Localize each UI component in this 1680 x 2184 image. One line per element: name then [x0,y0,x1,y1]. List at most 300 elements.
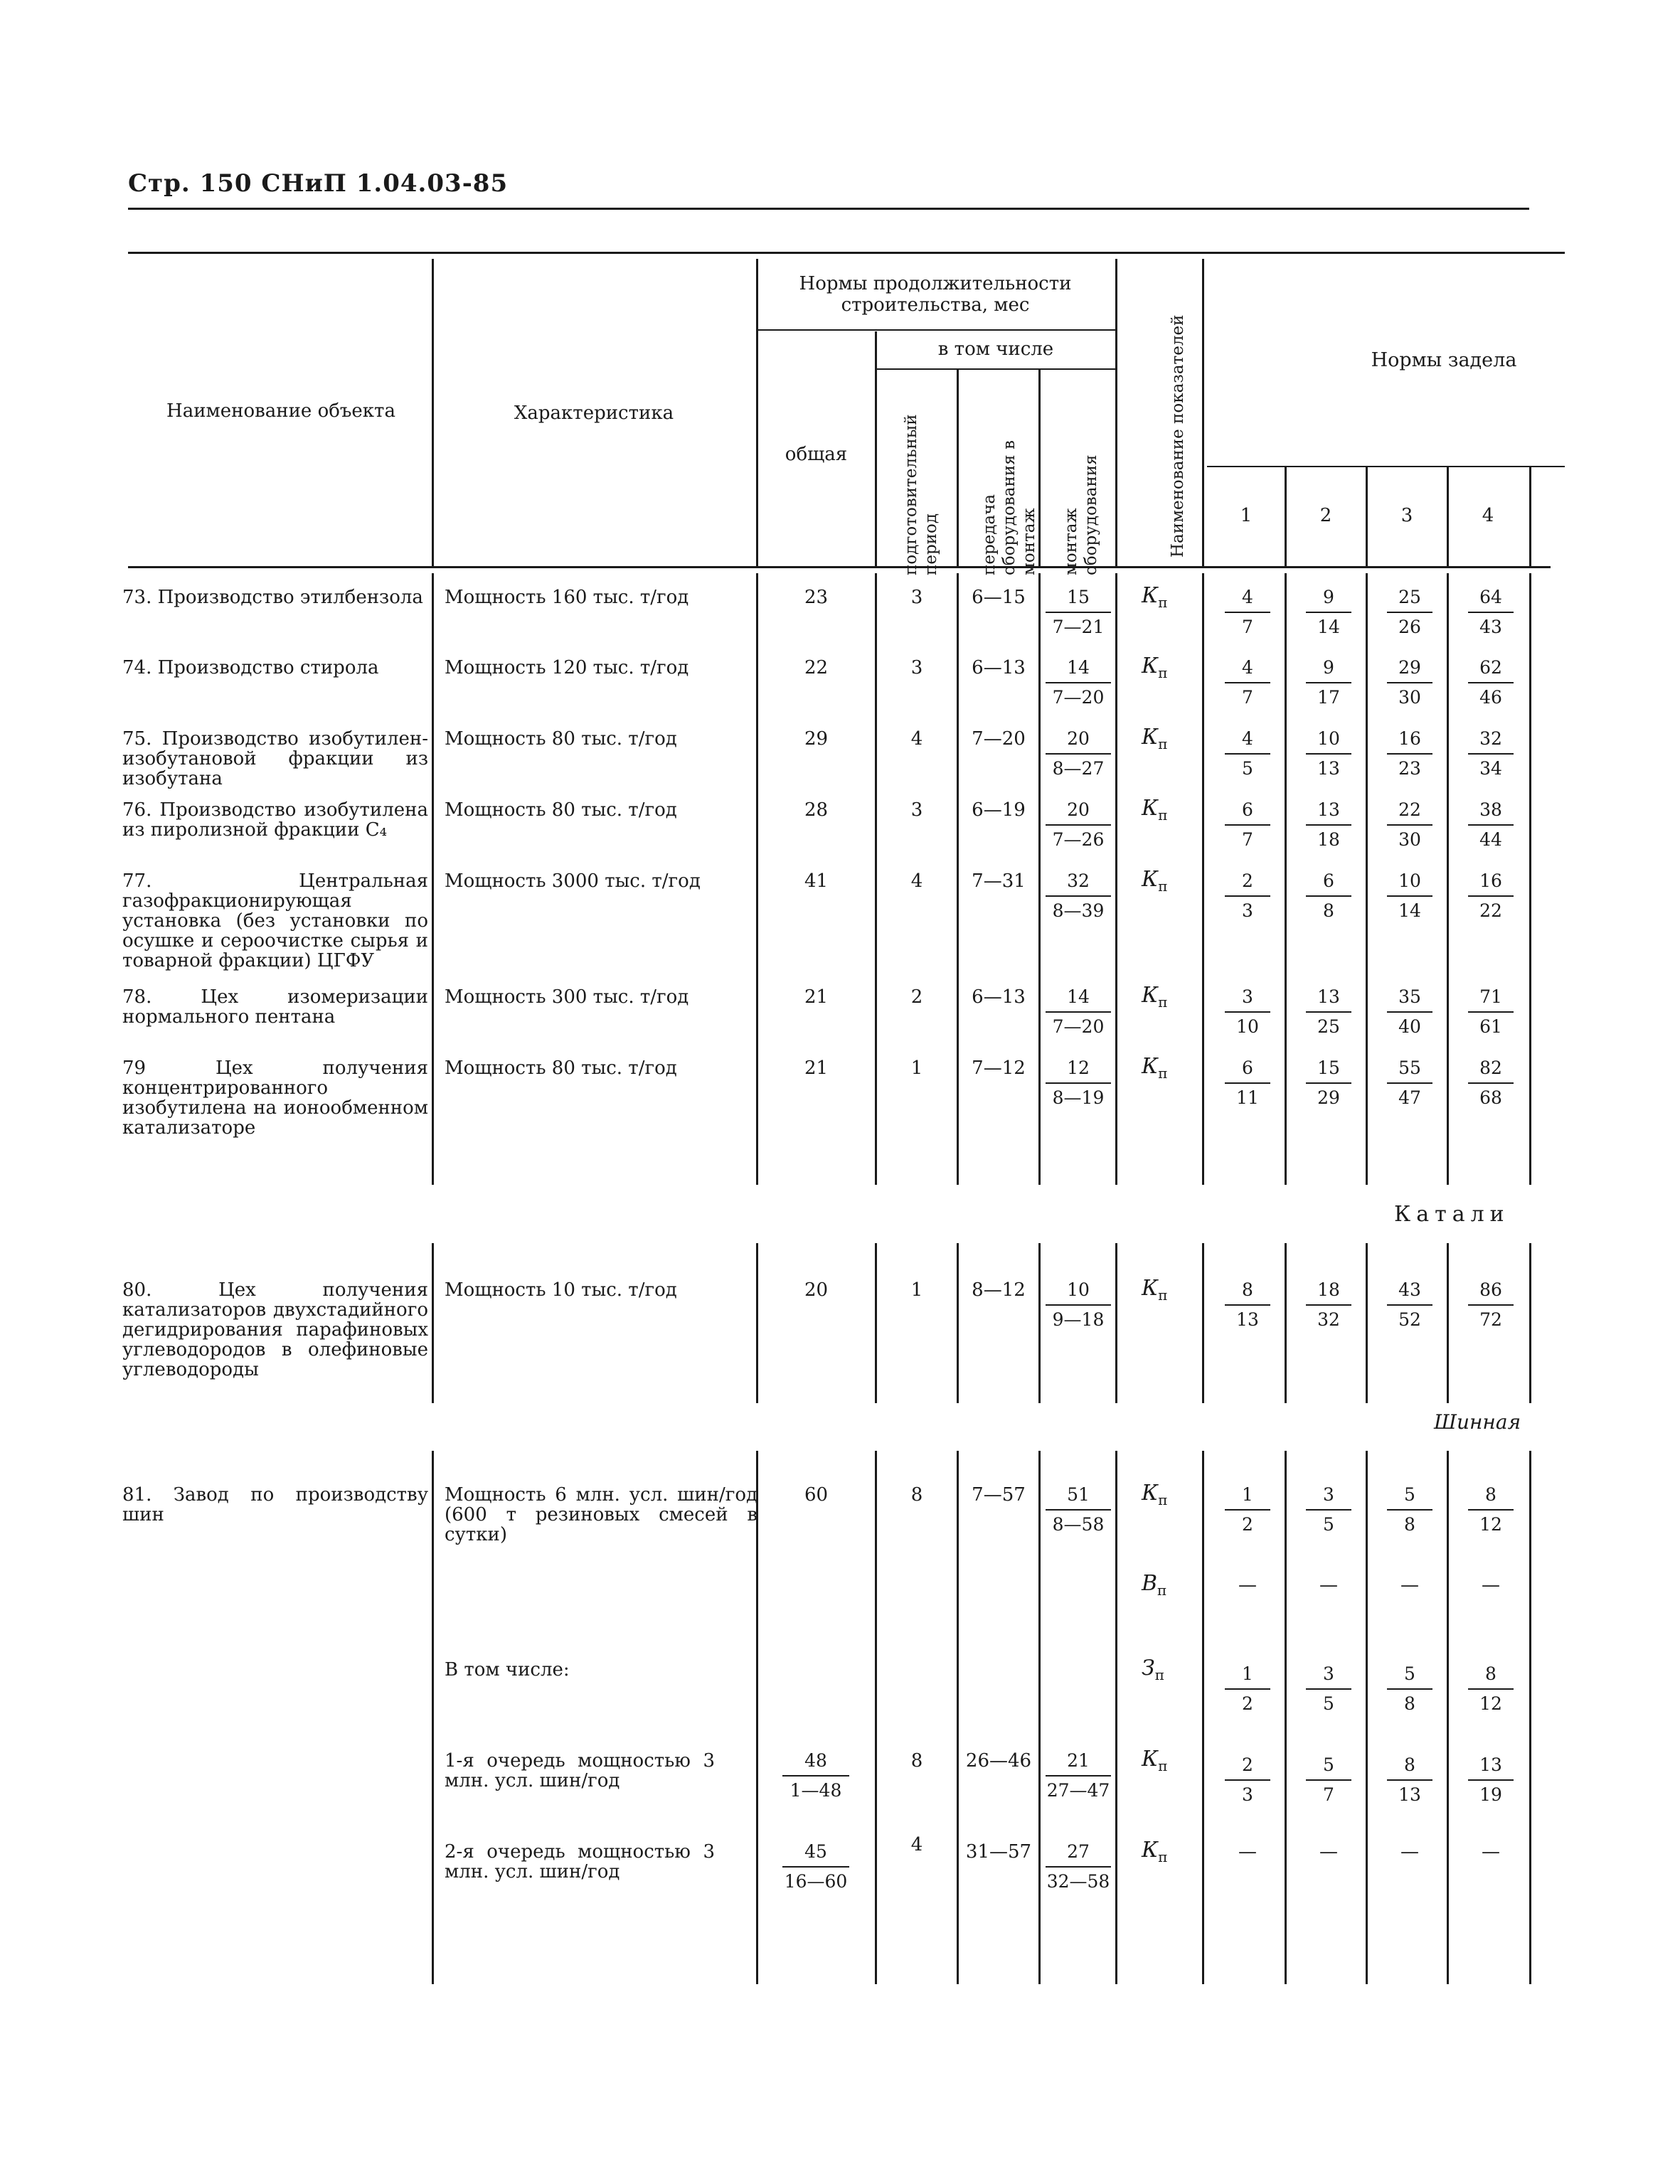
duration-prep: 1 [910,1279,923,1301]
backlog-4-numerator: 32 [1468,729,1514,755]
backlog-1-stage1-numerator: 2 [1225,1755,1270,1781]
duration-install-stage1 [1046,1751,1111,1801]
including-subrule [875,368,1115,370]
backlog-1 [1225,1058,1270,1108]
backlog-4 [1468,800,1514,850]
duration-install-stage2-denominator: 32—58 [1046,1871,1110,1892]
col-sep [1115,1243,1117,1403]
col-sep [1447,1451,1449,1984]
header-rule [128,208,1529,210]
duration-install-numerator: 14 [1046,658,1111,683]
backlog-2 [1306,1485,1351,1535]
indicator-kp [1142,1481,1168,1508]
col-sep [1285,1243,1287,1403]
duration-install-stage1-denominator: 27—47 [1046,1780,1110,1801]
backlog-3-denominator: 30 [1398,687,1421,708]
backlog-4-numerator: 62 [1468,658,1514,683]
duration-total: 28 [804,799,829,821]
backlog-3 [1387,871,1432,921]
col-sep [957,1243,959,1403]
backlog-2-denominator: 17 [1317,687,1340,708]
duration-install-numerator: 51 [1046,1485,1111,1511]
backlog-3-numerator: 16 [1387,729,1432,755]
backlog-2-stage1-numerator: 5 [1306,1755,1351,1781]
duration-install [1046,987,1111,1037]
indicator-stage2-letter: К [1142,1838,1159,1863]
characteristic: Мощность 3000 тыс. т/год [445,870,701,892]
indicator-subscript: п [1158,994,1168,1011]
backlog-1 [1225,587,1270,637]
duration-install-denominator: 8—58 [1052,1514,1105,1535]
backlog-4-numerator: 8 [1468,1664,1514,1690]
backlog-1-stage2-dash: — [1238,1841,1257,1863]
col-sep [1366,467,1368,566]
backlog-3-denominator: 8 [1404,1693,1415,1714]
including-label: В том числе: [445,1659,570,1680]
col-sep [1447,467,1449,566]
col-sep [1529,1451,1531,1984]
backlog-3-numerator: 55 [1387,1058,1432,1084]
col-sep [1202,1243,1204,1403]
backlog-3-numerator: 29 [1387,658,1432,683]
backlog-2-numerator: 9 [1306,658,1351,683]
backlog-3-numerator: 5 [1387,1664,1432,1690]
page-header: Стр. 150 СНиП 1.04.03-85 [128,169,509,198]
backlog-2 [1306,658,1351,708]
indicator-subscript: п [1158,1065,1168,1082]
indicator-zp-subscript: п [1154,1666,1165,1683]
backlog-2-denominator: 18 [1317,829,1340,850]
backlog-4-stage1-denominator: 19 [1479,1784,1502,1805]
indicator-zp [1142,1656,1164,1683]
header-including: в том числе [937,339,1054,360]
header-col-1: 1 [1240,505,1253,526]
indicator-letter: К [1142,725,1159,750]
col-sep [432,1243,434,1403]
duration-transfer: 6—13 [972,657,1026,678]
backlog-1-denominator: 7 [1242,687,1253,708]
object-name: 73. Производство этилбензола [122,587,423,608]
header-indicator-name: Наименование показателей [1169,314,1187,558]
duration-install-stage1-numerator: 21 [1046,1751,1111,1777]
duration-total-stage2-numerator: 45 [782,1842,849,1868]
duration-prep-stage1: 8 [910,1750,923,1772]
backlog-2-numerator: 13 [1306,987,1351,1013]
backlog-4-numerator: 82 [1468,1058,1514,1084]
duration-prep: 8 [910,1484,923,1506]
indicator [1142,1054,1168,1082]
backlog-1-denominator: 2 [1242,1514,1253,1535]
duration-total-stage1 [782,1751,849,1801]
duration-prep: 2 [910,986,923,1008]
indicator-zp-letter: З [1142,1656,1155,1680]
backlog-3 [1387,729,1432,779]
duration-transfer-stage1: 26—46 [965,1750,1032,1772]
backlog-2-numerator: 6 [1306,871,1351,897]
col-sep [1366,1451,1368,1984]
indicator-letter: К [1142,983,1159,1008]
indicator-stage2-subscript: п [1158,1848,1168,1865]
backlog-4 [1468,1280,1514,1330]
backlog-4-denominator: 68 [1479,1087,1502,1108]
col-sep [1038,1451,1041,1984]
backlog-2-denominator: 8 [1323,900,1334,921]
header-prep-period: подготовительный период [902,414,940,575]
header-col-2: 2 [1319,505,1332,526]
backlog-4-numerator: 64 [1468,587,1514,613]
backlog-4-stage1 [1468,1755,1514,1805]
backlog-2-numerator: 3 [1306,1664,1351,1690]
duration-total: 41 [804,870,829,892]
header-col-4: 4 [1482,505,1494,526]
backlog-4 [1468,729,1514,779]
backlog-2-denominator: 13 [1317,758,1340,779]
object-name: 76. Производство изобутилена из пиролизной фракции С₄ [122,799,428,841]
col-sep [1115,259,1117,566]
header-col-3: 3 [1400,505,1413,526]
duration-transfer: 6—19 [972,799,1026,821]
backlog-1-numerator: 6 [1225,800,1270,826]
backlog-1-numerator: 1 [1225,1664,1270,1690]
backlog-1 [1225,1485,1270,1535]
backlog-3-denominator: 40 [1398,1016,1421,1037]
backlog-1 [1225,1664,1270,1714]
duration-total: 60 [804,1484,829,1506]
col-sep [756,259,758,566]
col-sep [1202,573,1204,1185]
backlog-4-denominator: 22 [1479,900,1502,921]
col-sep [1115,573,1117,1185]
col-sep [1447,573,1449,1185]
indicator-stage2 [1142,1838,1168,1865]
backlog-4-denominator: 61 [1479,1016,1502,1037]
backlog-3-dash: — [1400,1575,1419,1596]
backlog-1 [1225,987,1270,1037]
col-sep [1447,1243,1449,1403]
duration-total: 21 [804,1058,829,1079]
backlog-1-denominator: 7 [1242,829,1253,850]
backlog-3 [1387,1664,1432,1714]
duration-transfer: 7—57 [972,1484,1026,1506]
backlog-2 [1306,1280,1351,1330]
duration-install-denominator: 7—20 [1052,687,1105,708]
col-sep [432,1451,434,1984]
col-sep [875,1243,877,1403]
backlog-2 [1306,800,1351,850]
indicator [1142,725,1168,752]
backlog-4-numerator: 86 [1468,1280,1514,1306]
indicator [1142,983,1168,1011]
backlog-4-numerator: 8 [1468,1485,1514,1511]
characteristic: Мощность 80 тыс. т/год [445,728,677,750]
duration-prep: 3 [910,799,923,821]
duration-install [1046,1280,1111,1330]
duration-total-stage1-numerator: 48 [782,1751,849,1777]
backlog-3 [1387,987,1432,1037]
duration-install-numerator: 20 [1046,729,1111,755]
backlog-3 [1387,658,1432,708]
col-sep [756,573,758,1185]
characteristic: Мощность 80 тыс. т/год [445,1058,677,1079]
backlog-2-numerator: 10 [1306,729,1351,755]
backlog-1 [1225,800,1270,850]
indicator-letter: К [1142,867,1159,892]
backlog-3-denominator: 23 [1398,758,1421,779]
duration-total: 21 [804,986,829,1008]
backlog-3-denominator: 47 [1398,1087,1421,1108]
backlog-2 [1306,987,1351,1037]
object-name: 78. Цех изомеризации нормального пентана [122,986,428,1028]
col-sep [875,573,877,1185]
duration-install [1046,587,1111,637]
backlog-3 [1387,587,1432,637]
duration-prep: 1 [910,1058,923,1079]
duration-install [1046,871,1111,921]
indicator [1142,867,1168,895]
col-sep [1366,1243,1368,1403]
indicator-subscript: п [1158,594,1168,611]
backlog-1-numerator: 8 [1225,1280,1270,1306]
backlog-1-denominator: 10 [1236,1016,1259,1037]
backlog-3-stage1-denominator: 13 [1398,1784,1421,1805]
duration-install-denominator: 8—39 [1052,900,1105,921]
backlog-4-stage2-dash: — [1482,1841,1500,1863]
duration-total-stage2 [782,1842,849,1892]
backlog-3 [1387,1485,1432,1535]
col-sep [1285,467,1287,566]
indicator-stage1-subscript: п [1158,1757,1168,1774]
backlog-3-numerator: 35 [1387,987,1432,1013]
backlog-2 [1306,1664,1351,1714]
duration-prep: 4 [910,870,923,892]
backlog-4-denominator: 34 [1479,758,1502,779]
backlog-3-denominator: 30 [1398,829,1421,850]
backlog-2-denominator: 32 [1317,1309,1340,1330]
object-name: 80. Цех получения катализаторов двухстадийного дегидрирования парафиновых углеводородов в олефиновые углеводороды [122,1279,428,1380]
duration-total: 20 [804,1279,829,1301]
indicator-letter: К [1142,796,1159,821]
indicator-subscript: п [1158,806,1168,824]
backlog-2-denominator: 5 [1323,1514,1334,1535]
backlog-4 [1468,871,1514,921]
indicator-vp-subscript: п [1157,1582,1167,1599]
col-sep [1115,1451,1117,1984]
indicator-subscript: п [1158,1287,1168,1304]
backlog-1-denominator: 11 [1236,1087,1259,1108]
object-name: 81. Завод по производству шин [122,1484,428,1525]
characteristic: Мощность 10 тыс. т/год [445,1279,677,1301]
backlog-1 [1225,1280,1270,1330]
col-sep [432,573,434,1185]
backlog-4 [1468,1664,1514,1714]
backlog-2 [1306,729,1351,779]
backlog-1 [1225,658,1270,708]
backlog-3-denominator: 14 [1398,900,1421,921]
backlog-4 [1468,1058,1514,1108]
duration-install-numerator: 15 [1046,587,1111,613]
characteristic: Мощность 160 тыс. т/год [445,587,689,608]
col-sep [1038,573,1041,1185]
indicator-letter: К [1142,1054,1159,1079]
col-sep [432,259,434,566]
indicator-letter: К [1142,583,1159,608]
backlog-2 [1306,1058,1351,1108]
indicator [1142,583,1168,611]
backlog-subrule [1207,466,1565,467]
backlog-2-denominator: 5 [1323,1693,1334,1714]
characteristic: Мощность 300 тыс. т/год [445,986,689,1008]
backlog-4-denominator: 12 [1479,1514,1502,1535]
duration-install-numerator: 12 [1046,1058,1111,1084]
indicator-kp-subscript: п [1158,1491,1168,1508]
characteristic: Мощность 80 тыс. т/год [445,799,677,821]
indicator-vp [1142,1571,1166,1599]
object-name: 75. Производство изобутилен-изобутановой фракции из изобутана [122,728,428,789]
duration-total: 23 [804,587,829,608]
indicator-stage1-letter: К [1142,1747,1159,1772]
duration-install-numerator: 14 [1046,987,1111,1013]
duration-transfer: 7—20 [972,728,1026,750]
backlog-2-stage1-denominator: 7 [1323,1784,1334,1805]
backlog-2-dash: — [1319,1575,1338,1596]
backlog-3-numerator: 22 [1387,800,1432,826]
backlog-1-stage1-denominator: 3 [1242,1784,1253,1805]
col-sep [1529,467,1531,566]
backlog-4-numerator: 16 [1468,871,1514,897]
backlog-3-numerator: 25 [1387,587,1432,613]
backlog-1-stage1 [1225,1755,1270,1805]
object-name: 77. Центральная газофракционирующая установка (без установки по осушке и сероочистке сырья и товарной фракции) ЦГФУ [122,870,428,971]
duration-total-stage1-denominator: 1—48 [790,1780,842,1801]
backlog-4 [1468,658,1514,708]
backlog-4-denominator: 46 [1479,687,1502,708]
backlog-2-numerator: 15 [1306,1058,1351,1084]
section-catalysts: Катали [1394,1202,1510,1227]
backlog-1-denominator: 2 [1242,1693,1253,1714]
indicator-subscript: п [1158,664,1168,681]
backlog-3 [1387,800,1432,850]
duration-transfer: 6—15 [972,587,1026,608]
backlog-4-stage1-numerator: 13 [1468,1755,1514,1781]
backlog-2 [1306,587,1351,637]
backlog-4 [1468,587,1514,637]
backlog-3-stage1-numerator: 8 [1387,1755,1432,1781]
duration-prep-stage2: 4 [910,1834,923,1855]
col-sep [1202,259,1204,566]
backlog-2-numerator: 9 [1306,587,1351,613]
table-head-bottom-rule [128,566,1551,568]
col-sep [957,1451,959,1984]
backlog-2-numerator: 18 [1306,1280,1351,1306]
backlog-1-denominator: 5 [1242,758,1253,779]
backlog-1 [1225,729,1270,779]
duration-install [1046,658,1111,708]
duration-prep: 4 [910,728,923,750]
header-equip-install: монтаж оборудования [1062,454,1100,575]
duration-install-numerator: 10 [1046,1280,1111,1306]
indicator [1142,796,1168,824]
indicator-letter: К [1142,654,1159,678]
characteristic: Мощность 6 млн. усл. шин/год (600 т резиновых смесей в сутки) [445,1484,757,1545]
duration-install-numerator: 20 [1046,800,1111,826]
backlog-4 [1468,1485,1514,1535]
col-sep [1366,573,1368,1185]
indicator-subscript: п [1158,735,1168,752]
col-sep [875,331,877,566]
characteristic-stage1: 1-я очередь мощностью 3 млн. усл. шин/год [445,1750,715,1791]
duration-install-denominator: 9—18 [1052,1309,1105,1330]
duration-transfer: 7—31 [972,870,1026,892]
duration-install-denominator: 7—21 [1052,617,1105,637]
duration-total: 22 [804,657,829,678]
duration-transfer-stage2: 31—57 [965,1841,1032,1863]
object-name: 74. Производство стирола [122,657,379,678]
backlog-2-numerator: 3 [1306,1485,1351,1511]
header-total: общая [785,444,848,465]
backlog-3-stage2-dash: — [1400,1841,1419,1863]
duration-transfer: 8—12 [972,1279,1026,1301]
backlog-1-numerator: 4 [1225,658,1270,683]
backlog-1-denominator: 3 [1242,900,1253,921]
duration-install [1046,800,1111,850]
indicator-stage1 [1142,1747,1168,1774]
col-sep [957,573,959,1185]
col-sep [1285,1451,1287,1984]
col-sep [1529,1243,1531,1403]
backlog-3-numerator: 10 [1387,871,1432,897]
duration-install-denominator: 7—20 [1052,1016,1105,1037]
duration-install [1046,1058,1111,1108]
backlog-2 [1306,871,1351,921]
table-top-rule [128,252,1565,254]
col-sep [957,370,959,566]
col-sep [875,1451,877,1984]
indicator-letter: К [1142,1276,1159,1301]
col-sep [756,1243,758,1403]
object-name: 79 Цех получения концентрированного изобутилена на ионообменном катализаторе [122,1058,428,1139]
backlog-1-numerator: 4 [1225,729,1270,755]
backlog-3-stage1 [1387,1755,1432,1805]
backlog-1-numerator: 1 [1225,1485,1270,1511]
backlog-4-dash: — [1482,1575,1500,1596]
duration-prep: 3 [910,657,923,678]
duration-install-stage2 [1046,1842,1111,1892]
col-sep [1285,573,1287,1185]
section-tire: Шинная [1434,1410,1521,1434]
backlog-3-denominator: 8 [1404,1514,1415,1535]
backlog-1-denominator: 13 [1236,1309,1259,1330]
header-object-name: Наименование объекта [166,400,395,422]
backlog-1-numerator: 2 [1225,871,1270,897]
duration-transfer: 6—13 [972,986,1026,1008]
backlog-2-stage2-dash: — [1319,1841,1338,1863]
indicator-subscript: п [1158,878,1168,895]
backlog-4-numerator: 71 [1468,987,1514,1013]
indicator-vp-letter: В [1142,1571,1158,1596]
backlog-1-dash: — [1238,1575,1257,1596]
duration-install-denominator: 8—27 [1052,758,1105,779]
col-sep [1202,1451,1204,1984]
backlog-2-denominator: 29 [1317,1087,1340,1108]
backlog-2-denominator: 14 [1317,617,1340,637]
header-duration-norms: Нормы продолжительности строительства, мес [799,273,1072,316]
backlog-2-numerator: 13 [1306,800,1351,826]
duration-install-denominator: 8—19 [1052,1087,1105,1108]
backlog-3-denominator: 52 [1398,1309,1421,1330]
backlog-4-denominator: 12 [1479,1693,1502,1714]
backlog-1-numerator: 3 [1225,987,1270,1013]
backlog-3 [1387,1058,1432,1108]
